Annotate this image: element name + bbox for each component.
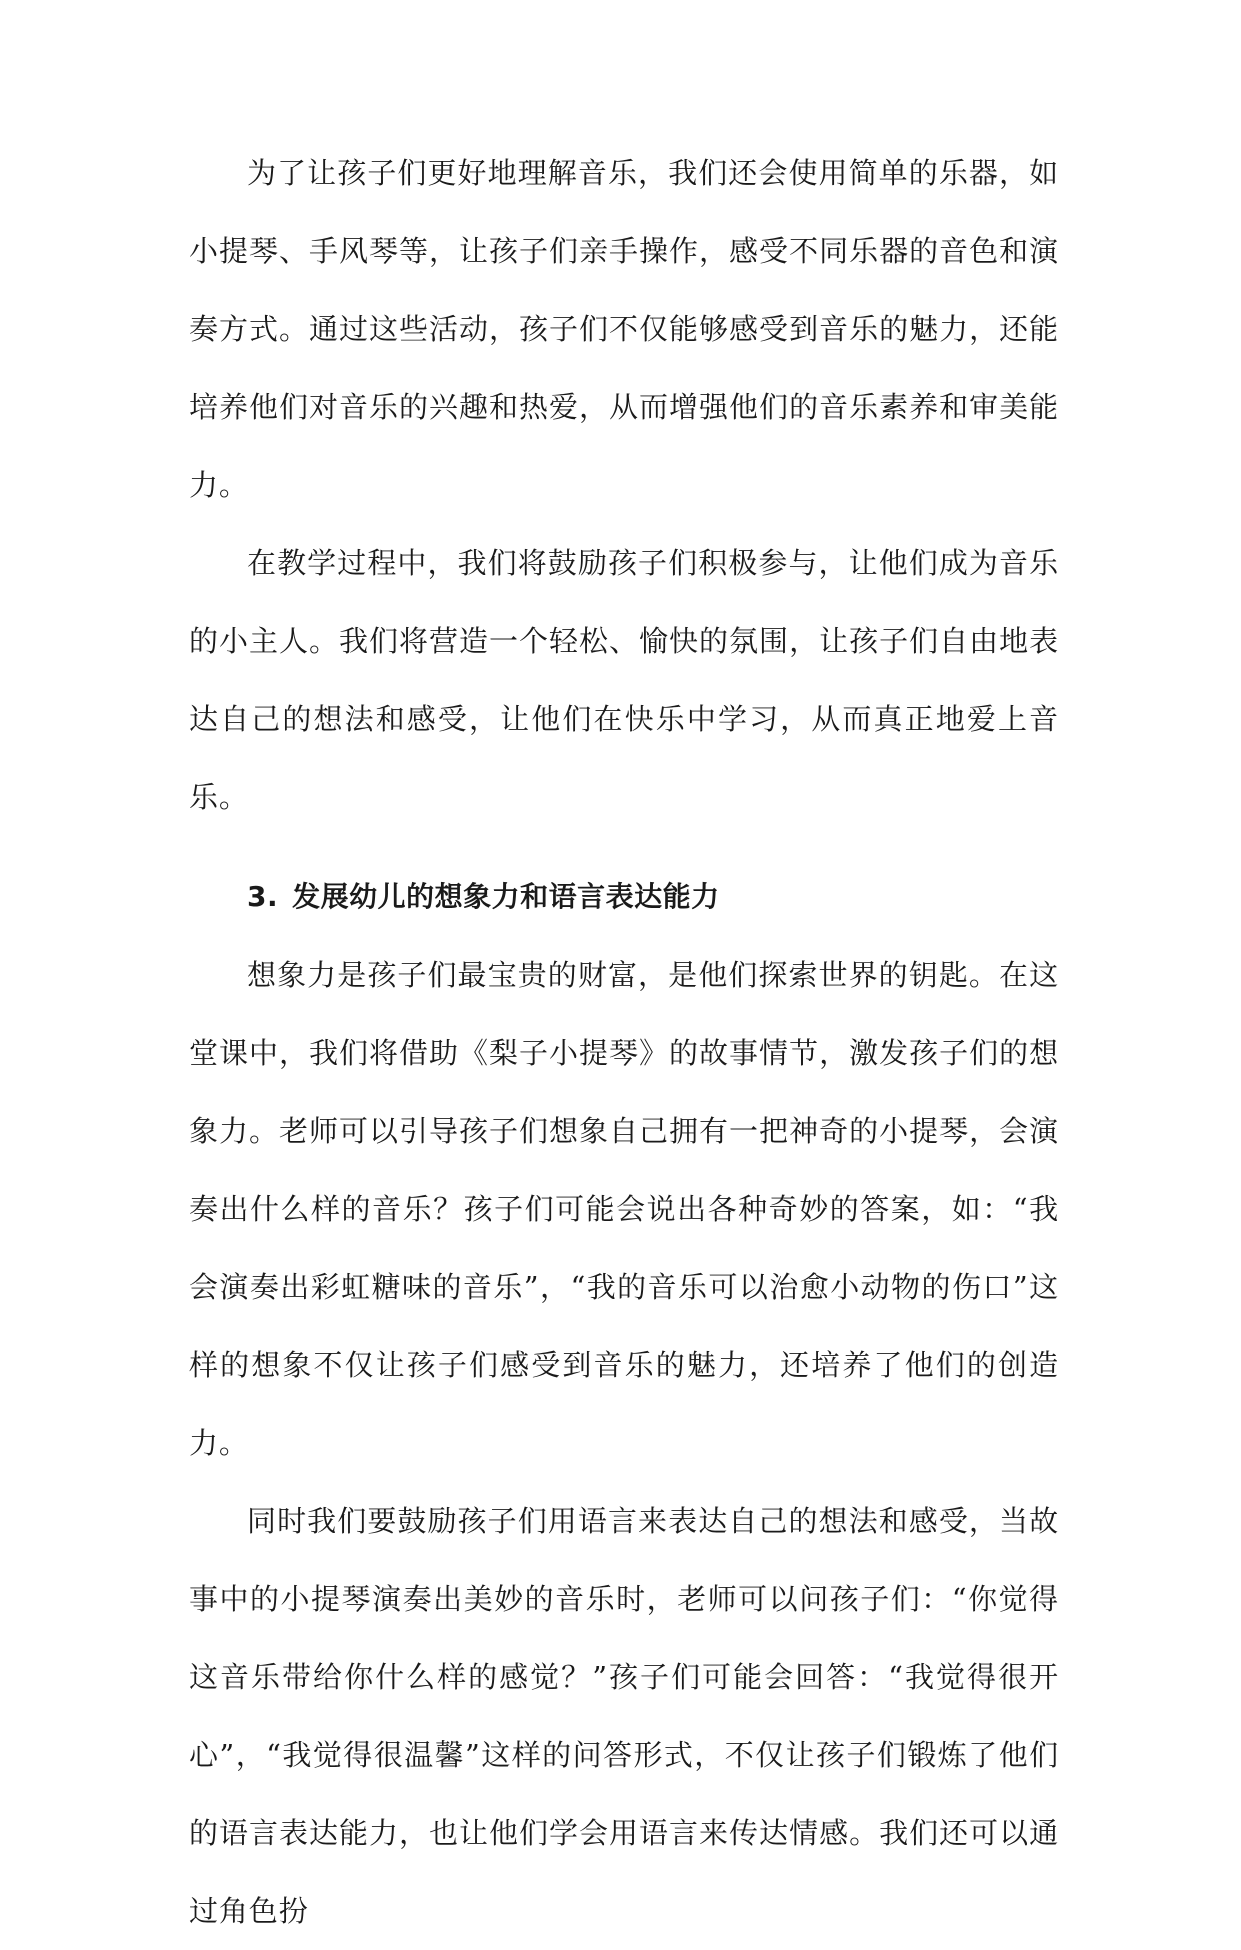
paragraph-instruments: 为了让孩子们更好地理解音乐，我们还会使用简单的乐器，如小提琴、手风琴等，让孩子们亲手操作，感受不同乐器的音色和演奏方式。通过这些活动，孩子们不仅能够感受到音乐的魅力，还能培养他们对音乐的兴趣和热爱，从而增强他们的音乐素养和审美能力。: [189, 156, 1059, 502]
document-body: [189, 134, 1059, 1950]
paragraph-imagination: 想象力是孩子们最宝贵的财富，是他们探索世界的钥匙。在这堂课中，我们将借助《梨子小提琴》的故事情节，激发孩子们的想象力。老师可以引导孩子们想象自己拥有一把神奇的小提琴，会演奏出什么样的音乐？孩子们可能会说出各种奇妙的答案，如：“我会演奏出彩虹糖味的音乐”，“我的音乐可以治愈小动物的伤口”这样的想象不仅让孩子们感受到音乐的魅力，还培养了他们的创造力。: [189, 958, 1059, 1460]
paragraph-language-expression: 同时我们要鼓励孩子们用语言来表达自己的想法和感受，当故事中的小提琴演奏出美妙的音乐时，老师可以问孩子们：“你觉得这音乐带给你什么样的感觉？”孩子们可能会回答：“我觉得很开心”，“我觉得很温馨”这样的问答形式，不仅让孩子们锻炼了他们的语言表达能力，也让他们学会用语言来传达情感。我们还可以通过角色扮: [189, 1504, 1059, 1928]
section-heading: [189, 858, 1059, 936]
section-number: 3.: [247, 880, 279, 913]
paragraph-participation: 在教学过程中，我们将鼓励孩子们积极参与，让他们成为音乐的小主人。我们将营造一个轻松、愉快的氛围，让孩子们自由地表达自己的想法和感受，让他们在快乐中学习，从而真正地爱上音乐。: [189, 546, 1059, 814]
section-title: 发展幼儿的想象力和语言表达能力: [292, 880, 720, 913]
